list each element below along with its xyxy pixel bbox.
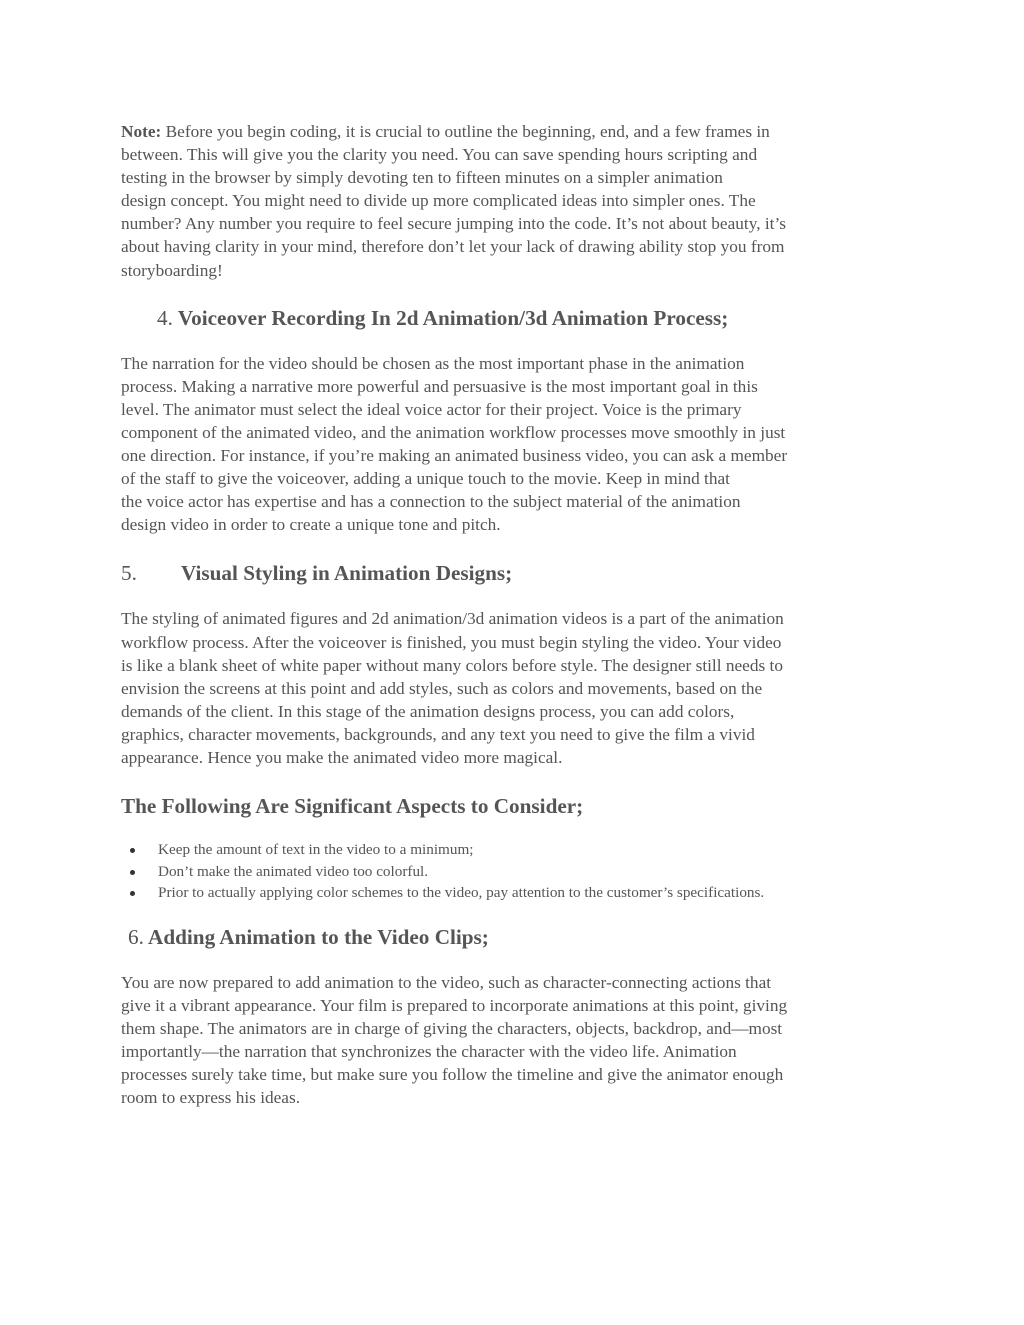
bullet-icon — [130, 870, 135, 875]
note-label: Note: — [121, 122, 162, 141]
section-5-heading — [121, 560, 911, 586]
document-page — [121, 118, 911, 1109]
section-5-paragraph — [121, 607, 911, 769]
section-4-title: Voiceover Recording In 2d Animation/3d Animation Process; — [177, 305, 729, 330]
aspects-heading: The Following Are Significant Aspects to Consider; — [121, 794, 584, 819]
section-4-heading — [121, 305, 911, 331]
section-6-line: give it a vibrant appearance. Your film is prepared to incorporate animations at this point, giving — [121, 995, 788, 1015]
section-6-line: You are now prepared to add animation to the video, such as character-connecting actions that — [121, 972, 772, 992]
note-paragraph — [121, 120, 911, 282]
section-4-paragraph — [121, 352, 911, 537]
note-line: between. This will give you the clarity you need. You can save spending hours scripting and — [121, 145, 758, 165]
list-item: Don’t make the animated video too colorful. — [121, 861, 911, 883]
section-5-line: is like a blank sheet of white paper without many colors before style. The designer still needs to — [121, 655, 783, 675]
section-4-line: process. Making a narrative more powerful and persuasive is the most important goal in this — [121, 376, 758, 396]
section-5-line: demands of the client. In this stage of the animation designs process, you can add colors, — [121, 701, 735, 721]
section-5-line: graphics, character movements, backgrounds, and any text you need to give the film a vivid — [121, 724, 755, 744]
aspects-list — [121, 839, 911, 904]
section-5-line: workflow process. After the voiceover is finished, you must begin styling the video. Your video — [121, 632, 782, 652]
section-6-line: importantly—the narration that synchronizes the character with the video life. Animation — [121, 1041, 737, 1061]
note-line: Note: Before you begin coding, it is crucial to outline the beginning, end, and a few frames in — [121, 122, 770, 141]
section-5-line: The styling of animated figures and 2d animation/3d animation videos is a part of the animation — [121, 609, 784, 629]
section-4-line: of the staff to give the voiceover, adding a unique touch to the movie. Keep in mind that — [121, 469, 730, 489]
section-4-line: level. The animator must select the ideal voice actor for their project. Voice is the primary — [121, 399, 742, 419]
note-line: testing in the browser by simply devoting ten to fifteen minutes on a simpler animation — [121, 168, 723, 188]
section-4-number: 4. — [157, 305, 173, 330]
section-5-line: appearance. Hence you make the animated video more magical. — [121, 747, 563, 767]
bullet-icon — [130, 891, 135, 896]
section-4-line: one direction. For instance, if you’re making an animated business video, you can ask a member — [121, 446, 788, 466]
section-6-line: them shape. The animators are in charge of giving the characters, objects, backdrop, and—most — [121, 1018, 783, 1038]
note-line: number? Any number you require to feel secure jumping into the code. It’s not about beauty, it’s — [121, 214, 786, 234]
section-6-paragraph — [121, 971, 911, 1110]
list-item: Keep the amount of text in the video to a minimum; — [121, 839, 911, 861]
note-line: storyboarding! — [121, 260, 223, 280]
section-4-line: the voice actor has expertise and has a connection to the subject material of the animation — [121, 492, 741, 512]
section-5-title: Visual Styling in Animation Designs; — [181, 561, 513, 586]
section-6-title: Adding Animation to the Video Clips; — [148, 924, 489, 949]
note-line: design concept. You might need to divide up more complicated ideas into simpler ones. The — [121, 191, 756, 211]
section-5-line: envision the screens at this point and add styles, such as colors and movements, based on the — [121, 678, 763, 698]
section-4-line: component of the animated video, and the animation workflow processes move smoothly in just — [121, 422, 786, 442]
section-5-number: 5. — [121, 561, 137, 586]
section-6-number: 6. — [128, 924, 144, 949]
section-6-line: processes surely take time, but make sure you follow the timeline and give the animator enough — [121, 1064, 784, 1084]
section-6-heading — [121, 924, 911, 950]
list-item: Prior to actually applying color schemes to the video, pay attention to the customer’s specifications. — [121, 882, 911, 904]
section-6-line: room to express his ideas. — [121, 1088, 301, 1108]
bullet-icon — [130, 848, 135, 853]
note-line: about having clarity in your mind, therefore don’t let your lack of drawing ability stop you from — [121, 237, 785, 257]
section-4-line: design video in order to create a unique tone and pitch. — [121, 515, 501, 535]
section-4-line: The narration for the video should be chosen as the most important phase in the animation — [121, 353, 745, 373]
